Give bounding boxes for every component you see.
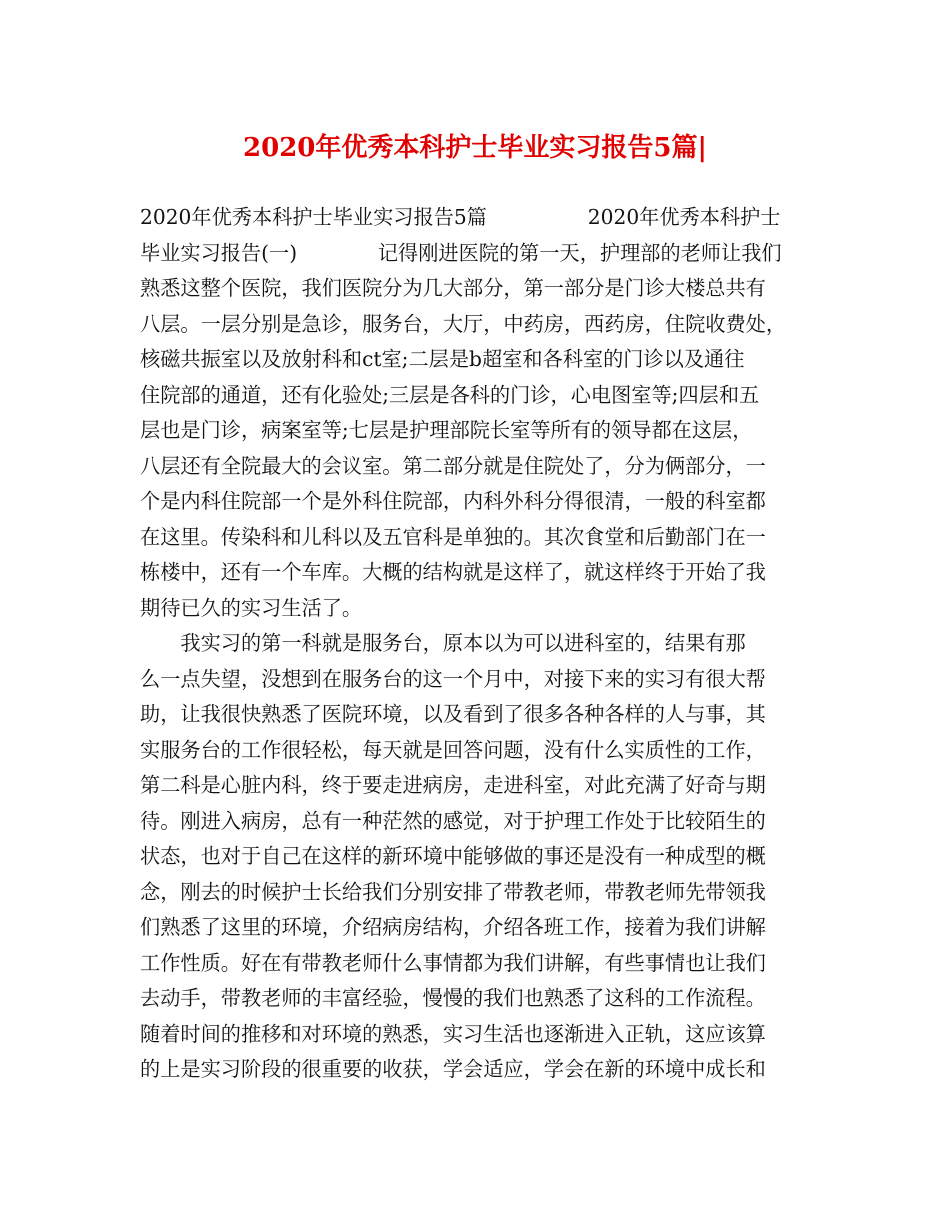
body-line: 实服务台的工作很轻松，每天就是回答问题，没有什么实质性的工作， xyxy=(140,737,766,762)
body-line: 毕业实习报告(一) 记得刚进医院的第一天，护理部的老师让我们 xyxy=(140,240,782,265)
body-line: 第二科是心脏内科，终于要走进病房，走进科室，对此充满了好奇与期 xyxy=(140,773,766,797)
body-line: 工作性质。好在有带教老师什么事情都为我们讲解，有些事情也让我们 xyxy=(140,950,766,975)
body-line: 随着时间的推移和对环境的熟悉，实习生活也逐渐进入正轨，这应该算 xyxy=(140,1021,766,1046)
document-body xyxy=(140,200,820,1088)
body-line: 住院部的通道，还有化验处;三层是各科的门诊，心电图室等;四层和五 xyxy=(140,382,760,407)
body-line: 熟悉这整个医院，我们医院分为几大部分，第一部分是门诊大楼总共有 xyxy=(140,276,766,300)
body-line: 八层。一层分别是急诊，服务台，大厅，中药房，西药房，住院收费处， xyxy=(140,311,787,336)
body-line: 待。刚进入病房，总有一种茫然的感觉，对于护理工作处于比较陌生的 xyxy=(140,808,766,833)
body-line: 层也是门诊，病案室等;七层是护理部院长室等所有的领导都在这层， xyxy=(140,418,753,442)
body-line: 2020年优秀本科护士毕业实习报告5篇 2020年优秀本科护士 xyxy=(140,205,781,229)
body-line: 么一点失望，没想到在服务台的这一个月中，对接下来的实习有很大帮 xyxy=(140,666,766,691)
body-line: 助，让我很快熟悉了医院环境，以及看到了很多各种各样的人与事，其 xyxy=(140,702,766,726)
body-line: 我实习的第一科就是服务台，原本以为可以进科室的，结果有那 xyxy=(140,631,746,655)
body-line: 栋楼中，还有一个车库。大概的结构就是这样了，就这样终于开始了我 xyxy=(140,560,766,584)
body-line: 的上是实习阶段的很重要的收获，学会适应，学会在新的环境中成长和 xyxy=(140,1057,766,1081)
body-line: 八层还有全院最大的会议室。第二部分就是住院处了，分为俩部分，一 xyxy=(140,453,766,478)
body-line: 念，刚去的时候护士长给我们分别安排了带教老师，带教老师先带领我 xyxy=(140,879,766,904)
body-line: 们熟悉了这里的环境，介绍病房结构，介绍各班工作，接着为我们讲解 xyxy=(140,915,766,939)
body-line: 期待已久的实习生活了。 xyxy=(140,595,363,620)
body-line: 状态，也对于自己在这样的新环境中能够做的事还是没有一种成型的概 xyxy=(140,844,766,868)
body-line: 个是内科住院部一个是外科住院部，内科外科分得很清，一般的科室都 xyxy=(140,489,766,513)
body-line: 去动手，带教老师的丰富经验，慢慢的我们也熟悉了这科的工作流程。 xyxy=(140,986,766,1010)
body-line: 在这里。传染科和儿科以及五官科是单独的。其次食堂和后勤部门在一 xyxy=(140,524,766,549)
body-line: 核磁共振室以及放射科和ct室;二层是b超室和各科室的门诊以及通往 xyxy=(140,347,745,371)
document-title: 2020年优秀本科护士毕业实习报告5篇| xyxy=(243,133,707,163)
